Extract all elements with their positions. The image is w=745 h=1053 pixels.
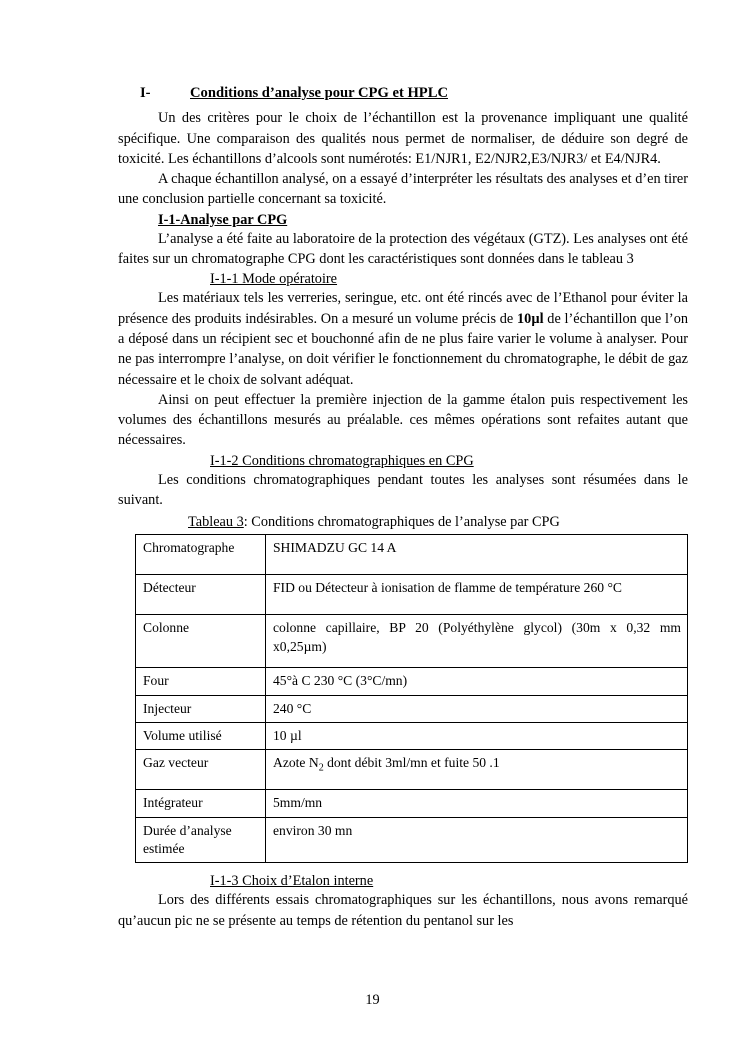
row-key: Gaz vecteur	[136, 750, 266, 790]
paragraph-conditions: Les conditions chromatographiques pendant toutes les analyses sont résumées dans le suivant.	[118, 471, 688, 508]
table-row	[136, 535, 688, 575]
table-caption	[118, 514, 688, 531]
paragraph-mode-operatoire	[118, 288, 688, 389]
table-row	[136, 615, 688, 668]
row-value: 240 °C	[266, 695, 688, 722]
paragraph-mode-part2: de l’échantillon que l’on a déposé dans un récipient sec et bouchonné afin de ne plus faire varier le volume à analyser. Pour ne pas interrompre l’analyse, on doit vérifier le fonctionnement du chromatographe, le débit de gaz nécessaire et le choix de solvant adéquat.	[118, 310, 688, 388]
row-value: SHIMADZU GC 14 A	[266, 535, 688, 575]
chromatography-conditions-table	[135, 534, 688, 863]
row-value: 5mm/mn	[266, 790, 688, 817]
table-row	[136, 750, 688, 790]
paragraph-intro: Un des critères pour le choix de l’échantillon est la provenance impliquant une qualité spécifique. Une comparaison des qualités nous permet de normaliser, de déduire son degré de toxicité. Les échantillons d’alcools sont numérotés: E1/NJR1, E2/NJR2,E3/NJR3/ et E4/NJR4.	[118, 110, 688, 167]
row-value: 10 µl	[266, 722, 688, 749]
heading-analyse-cpg: I-1-Analyse par CPG	[158, 211, 288, 228]
row-value-post: dont débit 3ml/mn et fuite 50 .1	[323, 755, 500, 771]
row-value: environ 30 mn	[266, 817, 688, 863]
table-row	[136, 722, 688, 749]
table-row	[136, 695, 688, 722]
row-key: Intégrateur	[136, 790, 266, 817]
table-row	[136, 575, 688, 615]
page-title	[118, 84, 688, 102]
row-key: Chromatographe	[136, 535, 266, 575]
heading-mode-operatoire: I-1-1 Mode opératoire	[210, 271, 338, 288]
row-key: Volume utilisé	[136, 722, 266, 749]
paragraph-etalon: Lors des différents essais chromatographiques sur les échantillons, nous avons remarqué qu’aucun pic ne se présente au temps de rétention du pentanol sur les	[118, 892, 688, 929]
row-value: 45°à C 230 °C (3°C/mn)	[266, 668, 688, 695]
table-row	[136, 668, 688, 695]
row-value-pre: Azote N	[273, 755, 319, 771]
row-value-subscript: 2	[318, 763, 324, 775]
row-key: Injecteur	[136, 695, 266, 722]
row-key: Colonne	[136, 615, 266, 668]
heading-conditions-chromato: I-1-2 Conditions chromatographiques en CPG	[210, 452, 474, 469]
paragraph-sample-analysis: A chaque échantillon analysé, on a essayé d’interpréter les résultats des analyses et d’en tirer une conclusion partielle concernant sa toxicité.	[118, 171, 688, 208]
row-value: colonne capillaire, BP 20 (Polyéthylène glycol) (30m x 0,32 mm x0,25µm)	[266, 615, 688, 668]
row-key: Détecteur	[136, 575, 266, 615]
paragraph-mode-part1: Les matériaux tels les verreries, seringue, etc. ont été rincés avec de l’Ethanol pour éviter la présence des produits indésirables. On a mesuré un volume précis de	[118, 290, 688, 327]
row-key: Durée d’analyse estimée	[136, 817, 266, 863]
paragraph-injection: Ainsi on peut effectuer la première injection de la gamme étalon puis respectivement les volumes des échantillons mesurés au préalable. ces mêmes opérations sont refaites autant que nécessaires.	[118, 391, 688, 449]
table-caption-label: Tableau 3	[188, 514, 244, 531]
heading-choix-etalon: I-1-3 Choix d’Etalon interne	[210, 873, 374, 890]
table-caption-text: : Conditions chromatographiques de l’analyse par CPG	[243, 514, 560, 531]
title-text: Conditions d’analyse pour CPG et HPLC	[190, 85, 448, 101]
volume-value: 10µl	[517, 310, 544, 327]
table-row	[136, 790, 688, 817]
row-value: FID ou Détecteur à ionisation de flamme de température 260 °C	[266, 575, 688, 615]
page-number: 19	[365, 992, 380, 1008]
title-numeral: I-	[140, 85, 151, 101]
row-value	[266, 750, 688, 790]
table-row	[136, 817, 688, 863]
row-key: Four	[136, 668, 266, 695]
paragraph-laboratory: L’analyse a été faite au laboratoire de la protection des végétaux (GTZ). Les analyses ont été faites sur un chromatographe CPG dont les caractéristiques sont données dans le tableau 3	[118, 230, 688, 268]
